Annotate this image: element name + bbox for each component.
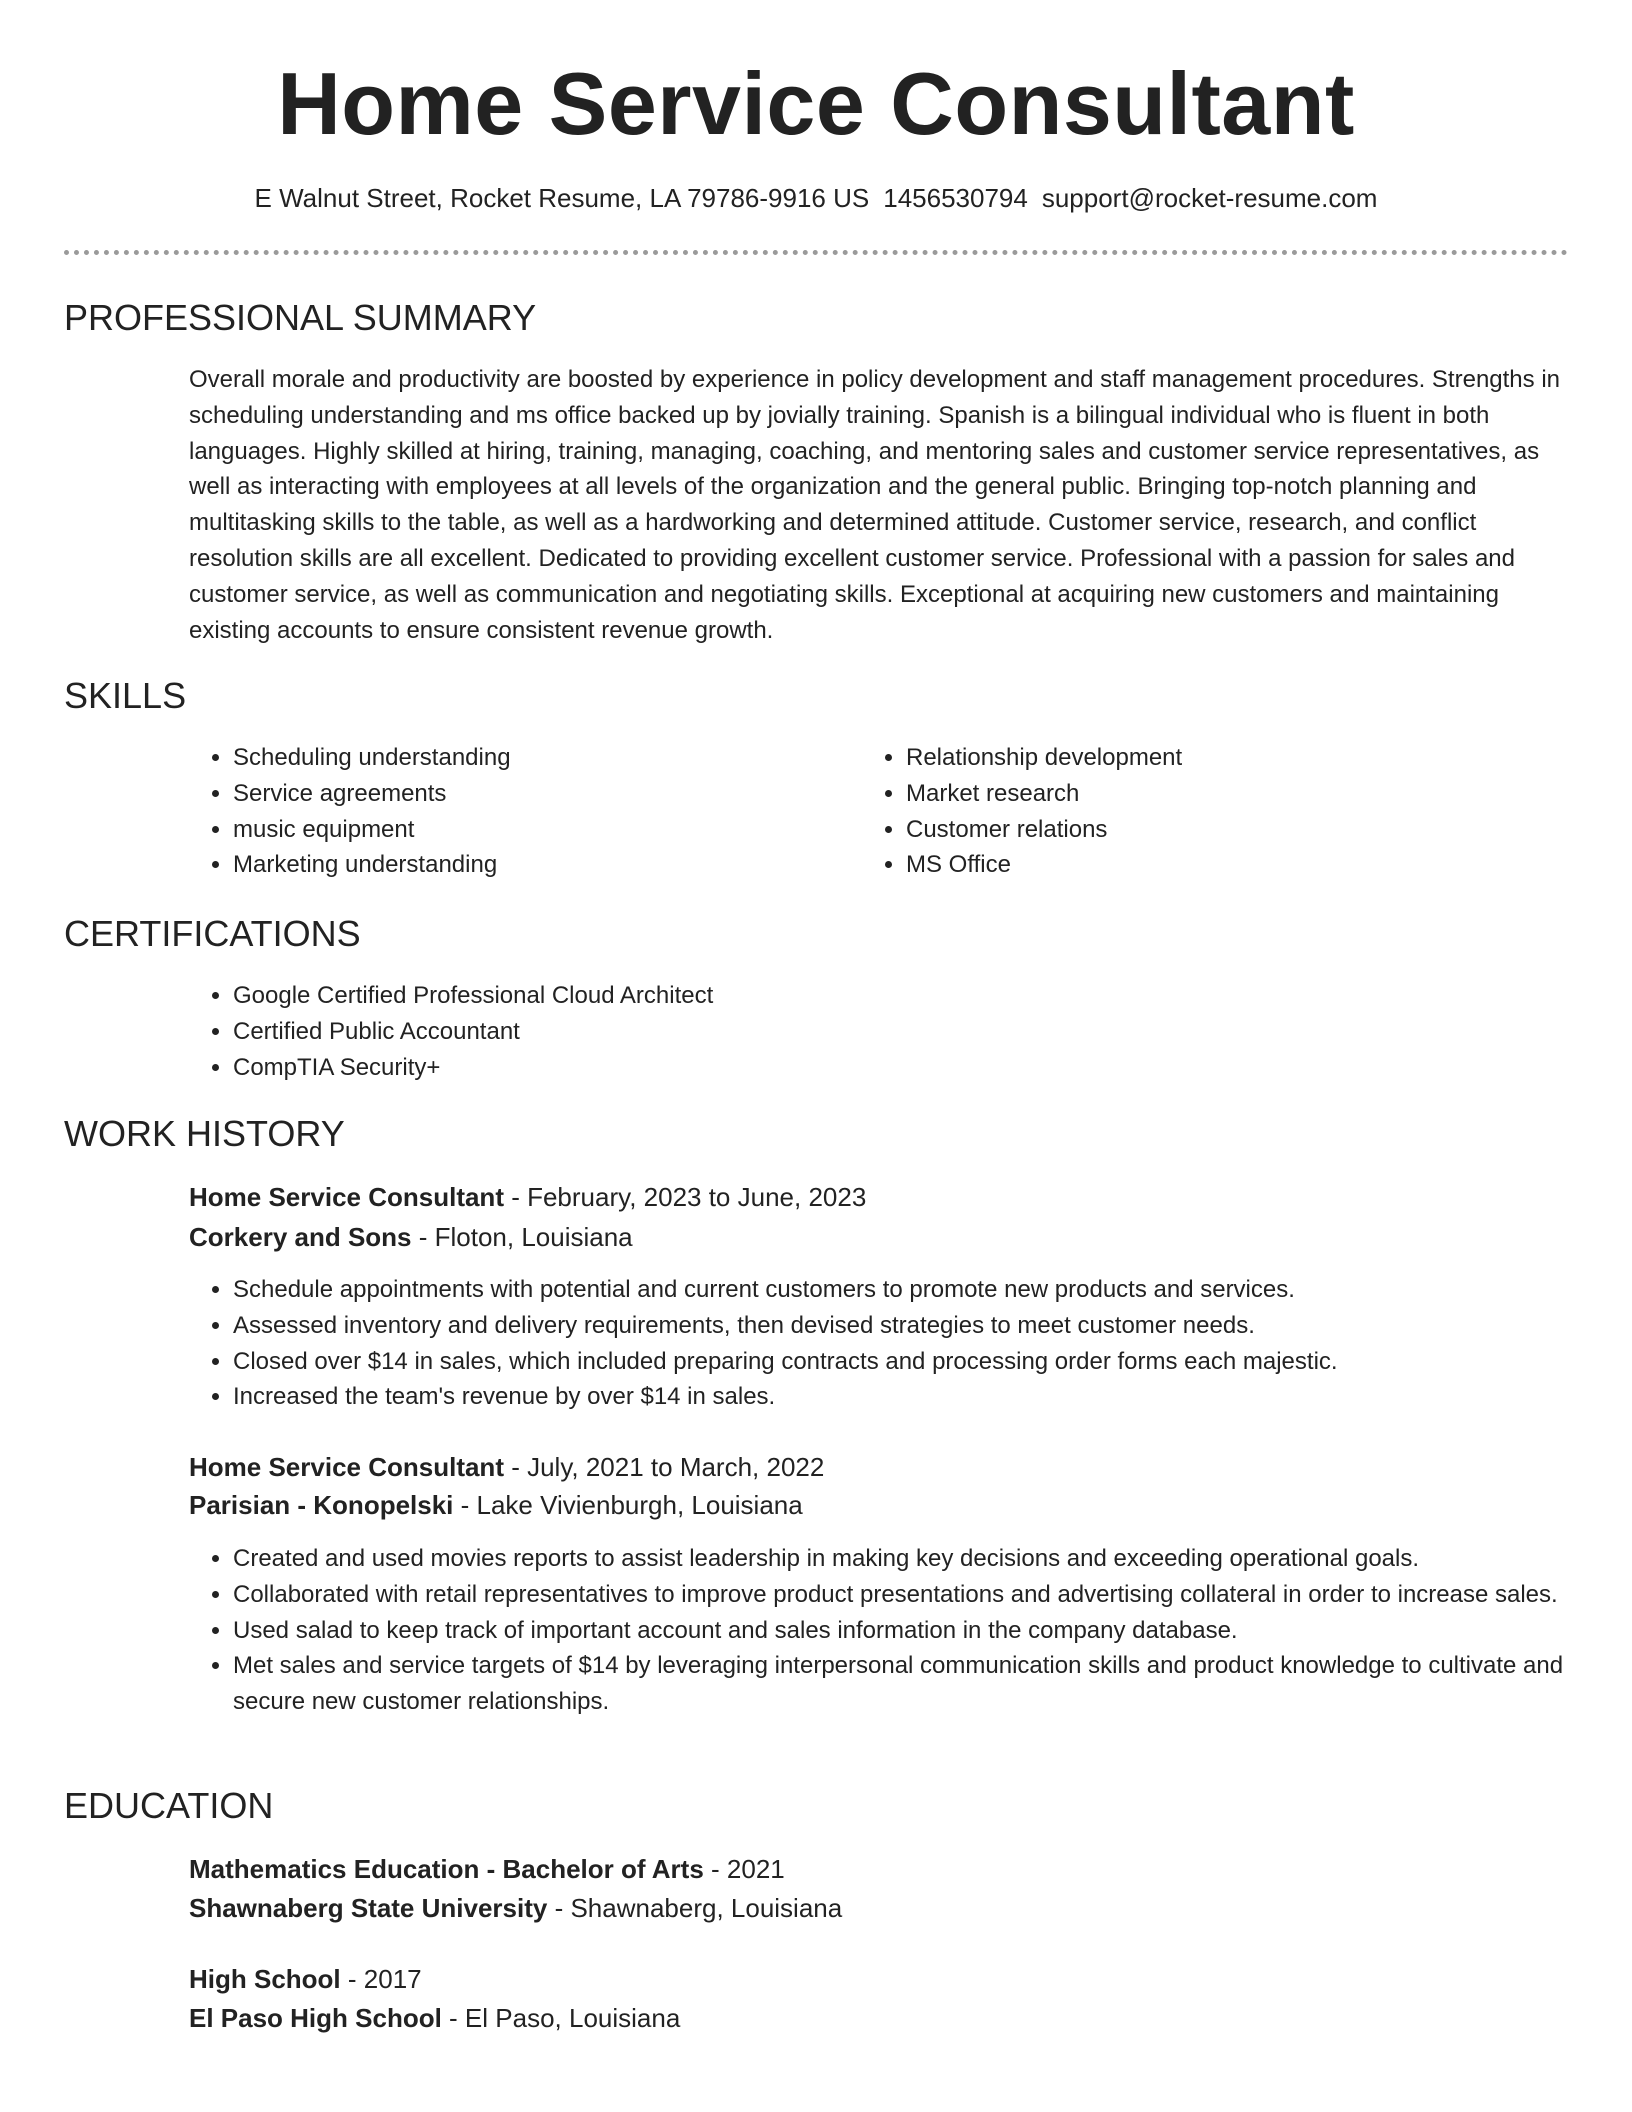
skill-item: • Service agreements <box>233 776 853 812</box>
education-degree: High School <box>189 1964 341 1994</box>
education-degree: Mathematics Education - Bachelor of Arts <box>189 1854 704 1884</box>
contact-line <box>0 180 1632 216</box>
certification-item: • Certified Public Accountant <box>233 1014 1563 1050</box>
resume-name: Home Service Consultant <box>277 54 1355 153</box>
contact-phone: 1456530794 <box>883 183 1028 213</box>
job-bullet: • Increased the team's revenue by over $14 in sales. <box>233 1379 1567 1415</box>
education-year: - 2017 <box>340 1964 422 1994</box>
job-company-line <box>189 1486 803 1524</box>
education-heading: EDUCATION <box>64 1785 274 1826</box>
education-school-line <box>189 1999 680 2037</box>
certifications-heading: CERTIFICATIONS <box>64 913 361 954</box>
certifications-list <box>189 978 1563 1085</box>
skill-item: • MS Office <box>906 847 1526 883</box>
job-company-line <box>189 1218 633 1256</box>
skill-item: • music equipment <box>233 812 853 848</box>
job-bullets <box>189 1541 1567 1720</box>
summary-text: Overall morale and productivity are boosted by experience in policy development and staff management procedures. Strengths in scheduling understanding and ms office backed up by jovially training. Spanish is a bilingual individual who is fluent in both languages. Highly skilled at hiring, training, managing, coaching, and mentoring sales and customer service representatives, as well as interacting with employees at all levels of the organization and the general public. Bringing top-notch planning and multitasking skills to the table, as well as a hardworking and determined attitude. Customer service, research, and conflict resolution skills are all excellent. Dedicated to providing excellent customer service. Professional with a passion for sales and customer service, as well as communication and negotiating skills. Exceptional at acquiring new customers and maintaining existing accounts to ensure consistent revenue growth. <box>189 366 1560 644</box>
skill-item: • Scheduling understanding <box>233 740 853 776</box>
summary-heading: PROFESSIONAL SUMMARY <box>64 297 537 338</box>
job-bullet: • Collaborated with retail representatives to improve product presentations and advertising collateral in order to increase sales. <box>233 1577 1567 1613</box>
education-year: - 2021 <box>703 1854 785 1884</box>
job-title-line <box>189 1448 824 1486</box>
job-dates: - July, 2021 to March, 2022 <box>503 1452 825 1482</box>
job-location: - Lake Vivienburgh, Louisiana <box>453 1490 803 1520</box>
job-bullet: • Schedule appointments with potential and current customers to promote new products and services. <box>233 1272 1567 1308</box>
skills-heading: SKILLS <box>64 675 187 716</box>
certification-item: • Google Certified Professional Cloud Architect <box>233 978 1563 1014</box>
education-location: - Shawnaberg, Louisiana <box>547 1893 843 1923</box>
job-location: - Floton, Louisiana <box>411 1222 633 1252</box>
job-bullets <box>189 1272 1567 1415</box>
job-bullet: • Assessed inventory and delivery requirements, then devised strategies to meet customer needs. <box>233 1308 1567 1344</box>
contact-address: E Walnut Street, Rocket Resume, LA 79786-9916 US <box>254 183 870 213</box>
skill-item: • Marketing understanding <box>233 847 853 883</box>
skill-item: • Relationship development <box>906 740 1526 776</box>
education-location: - El Paso, Louisiana <box>441 2003 681 2033</box>
education-degree-line <box>189 1850 785 1888</box>
job-title-line <box>189 1178 866 1216</box>
header-divider <box>64 250 1568 255</box>
job-dates: - February, 2023 to June, 2023 <box>503 1182 867 1212</box>
job-company: Corkery and Sons <box>189 1222 412 1252</box>
education-school: Shawnaberg State University <box>189 1893 548 1923</box>
work-history-heading: WORK HISTORY <box>64 1113 345 1154</box>
job-bullet: • Closed over $14 in sales, which included preparing contracts and processing order forms each majestic. <box>233 1344 1567 1380</box>
job-title: Home Service Consultant <box>189 1182 504 1212</box>
skill-item: • Customer relations <box>906 812 1526 848</box>
job-bullet: • Used salad to keep track of important account and sales information in the company database. <box>233 1613 1567 1649</box>
job-bullet: • Created and used movies reports to assist leadership in making key decisions and exceeding operational goals. <box>233 1541 1567 1577</box>
job-bullet: • Met sales and service targets of $14 by leveraging interpersonal communication skills and product knowledge to cultivate and secure new customer relationships. <box>233 1648 1567 1720</box>
job-title: Home Service Consultant <box>189 1452 504 1482</box>
contact-email: support@rocket-resume.com <box>1041 183 1378 213</box>
job-company: Parisian - Konopelski <box>189 1490 454 1520</box>
education-school: El Paso High School <box>189 2003 442 2033</box>
education-degree-line <box>189 1960 422 1998</box>
skills-list-left <box>189 740 853 883</box>
certification-item: • CompTIA Security+ <box>233 1050 1563 1086</box>
education-school-line <box>189 1889 842 1927</box>
skill-item: • Market research <box>906 776 1526 812</box>
skills-list-right <box>862 740 1526 883</box>
